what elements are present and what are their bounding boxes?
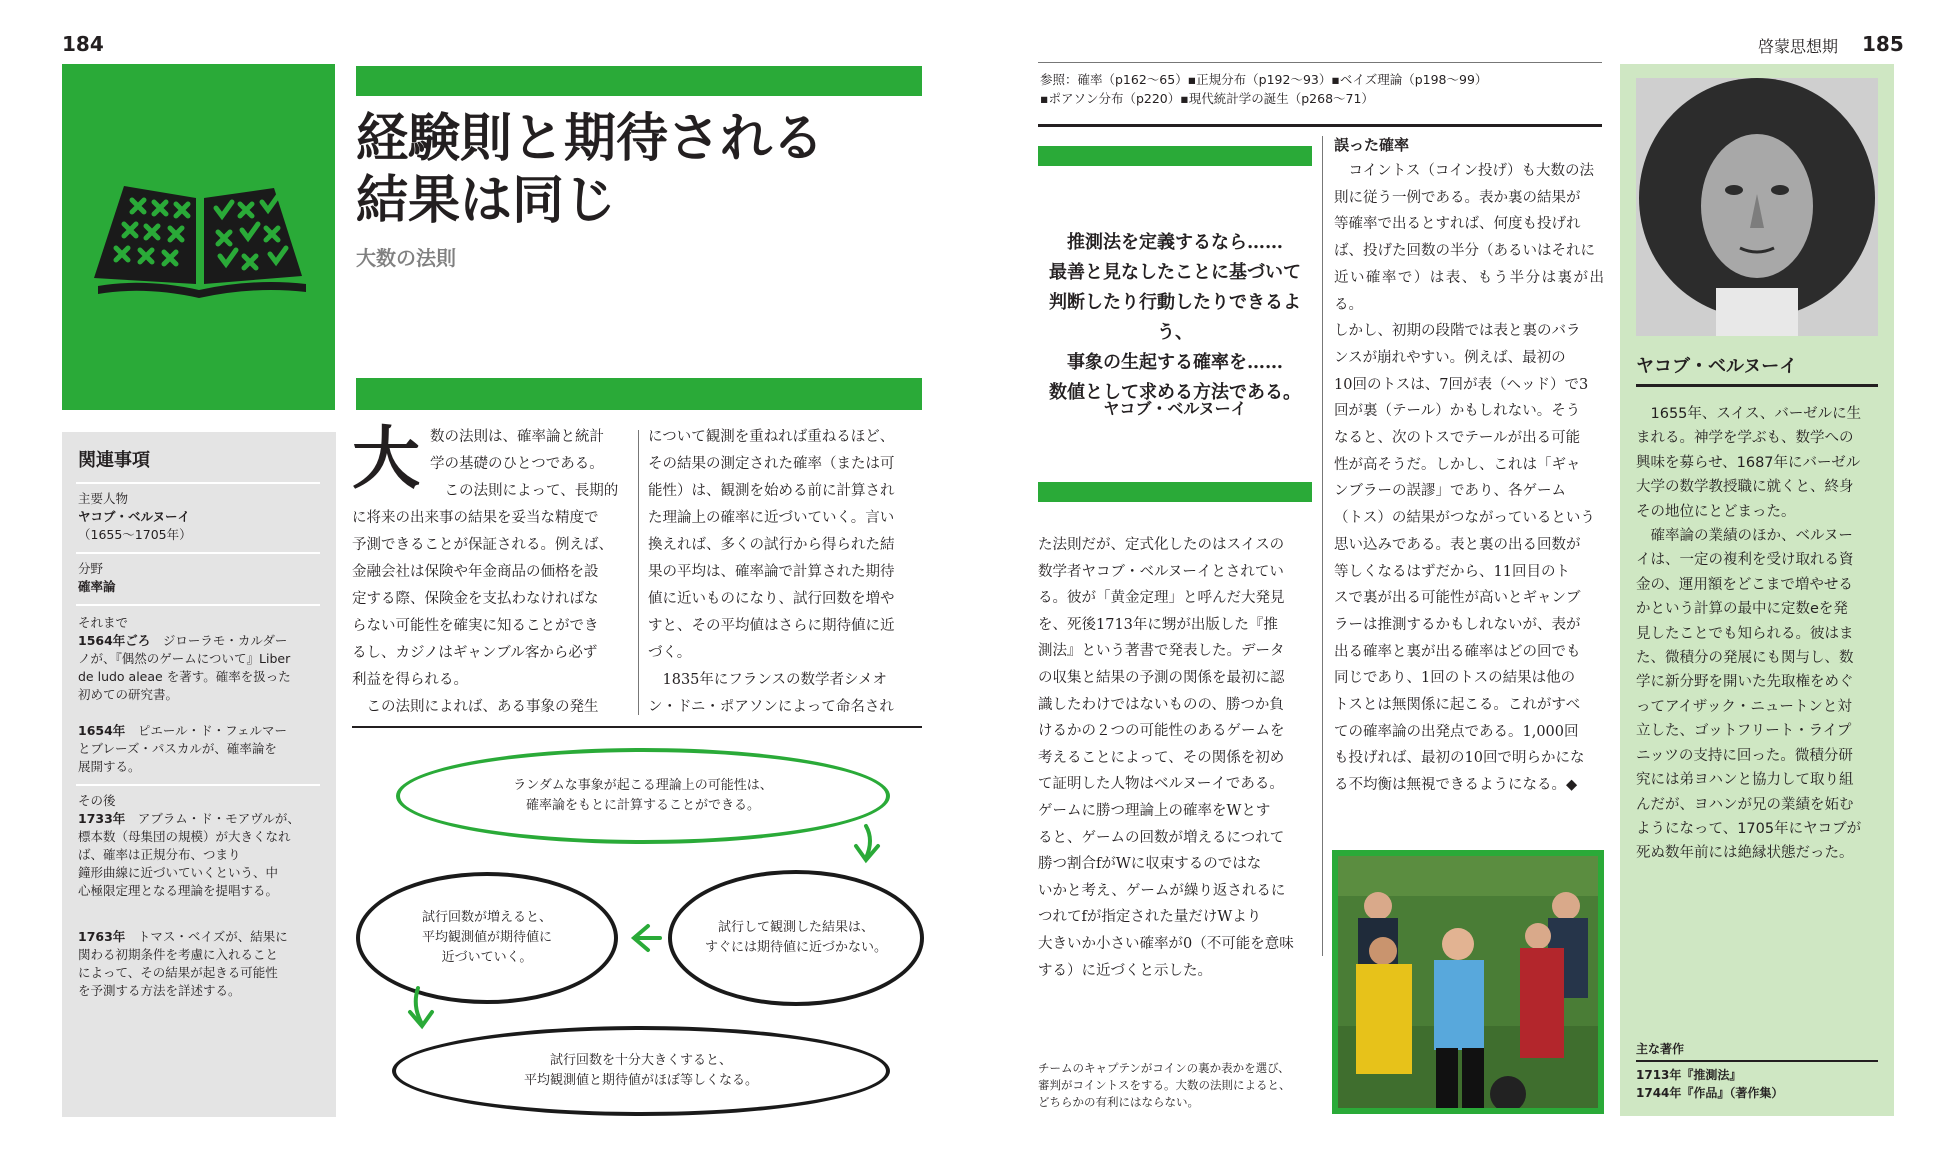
body-column-2: について観測を重ねれば重ねるほど、 その結果の測定された確率（または可 能性）は、観測を始める前に計算され た理論上の確率に近づいていく。言い 換えれば、多くの試行から得られた結 果の平均は、確率論で計算された期待 値に近いものになり、試行回数を増や すと、その平均値はさらに期待値に近 づく。 1835年にフランスの数学者シメオ ン・ドニ・ポアソンによって命名され bbox=[648, 429, 895, 715]
page-number-right: 185 bbox=[1862, 32, 1904, 56]
diagram-bubble-theory: ランダムな事象が起こる理論上の可能性は、 確率論をもとに計算することができる。 bbox=[396, 748, 890, 844]
bio-name-rule bbox=[1636, 384, 1878, 387]
section-label: 啓蒙思想期 bbox=[1758, 37, 1839, 56]
refs-top-rule bbox=[1038, 62, 1602, 63]
quote-top-bar bbox=[1038, 146, 1312, 166]
page-number-left: 184 bbox=[62, 32, 104, 56]
page-title: 経験則と期待される 結果は同じ bbox=[356, 108, 825, 231]
quote-bottom-bar bbox=[1038, 482, 1312, 502]
coin-toss-photo bbox=[1332, 850, 1604, 1114]
diagram-bubble-early-trials: 試行して観測した結果は、 すぐには期待値に近づかない。 bbox=[668, 870, 924, 1006]
coin-toss-photo-image bbox=[1338, 856, 1598, 1108]
biography-panel bbox=[1620, 64, 1894, 1116]
related-heading: 関連事項 bbox=[78, 450, 150, 471]
cross-references: 参照：確率（p162〜65）▪正規分布（p192〜93）▪ベイズ理論（p198〜99） ▪ポアソン分布（p220）▪現代統計学の誕生（p268〜71） bbox=[1040, 72, 1488, 106]
works-rule bbox=[1636, 1060, 1878, 1062]
diagram-bubble-large-trials: 試行回数を十分大きくすると、 平均観測値と期待値がほぼ等しくなる。 bbox=[392, 1026, 890, 1116]
body-column-1: に将来の出来事の結果を妥当な精度で 予測できることが保証される。例えば、 金融会社は保険や年金商品の価格を設 定する際、保険金を支払わなければな らない可能性を確実に知ることができ るし、カジノはギャンブル客から必ず 利益を得られる。 この法則によれば、ある事象の発生 bbox=[352, 510, 613, 715]
key-person-name: ヤコブ・ベルヌーイ bbox=[78, 509, 191, 524]
photo-caption: チームのキャプテンがコインの裏か表かを選び、 審判がコイントスをする。大数の法則によると、 どちらかの有利にはならない。 bbox=[1038, 1061, 1291, 1109]
diagram-bubble-more-trials: 試行回数が増えると、 平均観測値が期待値に 近づいていく。 bbox=[356, 872, 618, 1004]
body-column-1-intro: 数の法則は、確率論と統計 学の基礎のひとつである。 この法則によって、長期的 bbox=[430, 429, 619, 499]
works-label: 主な著作 bbox=[1636, 1042, 1685, 1056]
after-label: その後 bbox=[78, 793, 116, 808]
field-value: 確率論 bbox=[78, 579, 116, 594]
sidebar-heading-fallacy: 誤った確率 bbox=[1334, 136, 1410, 154]
body-column-4: コイントス（コイン投げ）も大数の法 則に従う一例である。表か裏の結果が 等確率で出るとすれば、何度も投げれ ば、投げた回数の半分（あるいはそれに 近い確率で）は表、もう半分は裏が出る。 しかし、初期の段階では表と裏のバラ ンスが崩れやすい。例えば、最初の 10回のトスは、7回が表（ヘッド）で3 回が裏（テール）かもしれない。そう なると、次のトスでテールが出る可能 性が高そうだ。しかし、これは「ギャ ンブラーの誤謬」であり、各ゲーム （トス）の結果がつながっているという 思い込みである。表と裏の出る回数が 等しくなるはずだから、11回目のト スで裏が出る可能性が高いとギャンブ ラーは推測するかもしれないが、表が 出る確率と裏が出る確率はどの回でも 同じであり、1回のトスの結果は他の トスとは無関係に起こる。これがすべ ての確率論の出発点である。1,000回 も投げれば、最初の10回で明らかにな る不均衡は無視できるようになる。◆ bbox=[1334, 163, 1604, 794]
column-divider bbox=[1322, 136, 1323, 956]
page-subtitle: 大数の法則 bbox=[356, 246, 456, 270]
after-item: 1733年 アブラム・ド・モアヴルが、 標本数（母集団の規模）が大きくなれ ば、確率は正規分布、つまり 鐘形曲線に近づいていくという、中 心極限定理となる理論を提唱する。 bbox=[78, 811, 300, 898]
before-item: 1564年ごろ ジローラモ・カルダー ノが、『偶然のゲームについて』Liber de ludo aleae を著す。確率を扱った 初めての研究書。 bbox=[78, 633, 291, 702]
works-list: 1713年『推測法』 1744年『作品』（著作集） bbox=[1636, 1068, 1784, 1100]
drop-cap: 大 bbox=[352, 419, 421, 499]
bio-text: 1655年、スイス、バーゼルに生 まれる。神学を学ぶも、数学への 興味を募らせ、1687年にバーゼル 大学の数学教授職に就くと、終身 その地位にとどまった。 確率論の業績のほか、ベルヌー イは、一定の複利を受け取れる資 金の、運用額をどこまで増やせる かという計算の最中に定数eを発 見したことでも知られる。彼はま た、微積分の発展にも関与し、数 学に新分野を開いた先取権をめぐ ってアイザック・ニュートンと対 立した、ゴットフリート・ライプ ニッツの支持に回った。微積分研 究には弟ヨハンと協力して取り組 んだが、ヨハンが兄の業績を妬む ようになって、1705年にヤコブが 死ぬ数年前には絶縁状態だった。 bbox=[1636, 406, 1862, 862]
quote-author: ヤコブ・ベルヌーイ bbox=[1103, 399, 1247, 418]
refs-bottom-rule bbox=[1038, 124, 1602, 127]
field-label: 分野 bbox=[78, 561, 104, 576]
portrait-engraving-image bbox=[1636, 78, 1878, 336]
before-label: それまで bbox=[78, 615, 129, 630]
after-item: 1763年 トマス・ベイズが、結果に 関わる初期条件を考慮に入れること によって、その結果が起きる可能性 を予測する方法を詳述する。 bbox=[78, 929, 288, 998]
before-item: 1654年 ピエール・ド・フェルマー とブレーズ・パスカルが、確率論を 展開する。 bbox=[78, 723, 287, 774]
portrait-image bbox=[1636, 78, 1878, 336]
bio-name: ヤコブ・ベルヌーイ bbox=[1636, 356, 1798, 377]
body-column-3: た法則だが、定式化したのはスイスの 数学者ヤコブ・ベルヌーイとされてい る。彼が「黄金定理」と呼んだ大発見 を、死後1713年に甥が出版した『推 測法』という著書で発表した。データ の収集と結果の予測の関係を最初に認 識したわけではないものの、勝つか負 けるかの２つの可能性のあるゲームを 考えることによって、その関係を初め て証明した人物はベルヌーイである。 ゲームに勝つ理論上の確率をWとす ると、ゲームの回数が増えるにつれて 勝つ割合fがWに収束するのではな いかと考え、ゲームが繰り返されるに つれてfが指定された量だけWより 大きいか小さい確率が0（不可能を意味 する）に近づくと示した。 bbox=[1038, 537, 1294, 979]
pull-quote: 推測法を定義するなら…… 最善と見なしたことに基づいて 判断したり行動したりできるよう、 事象の生起する確率を…… 数値として求める方法である。 bbox=[1049, 232, 1301, 403]
key-person-years: （1655〜1705年） bbox=[78, 527, 192, 542]
key-person-label: 主要人物 bbox=[78, 491, 129, 506]
